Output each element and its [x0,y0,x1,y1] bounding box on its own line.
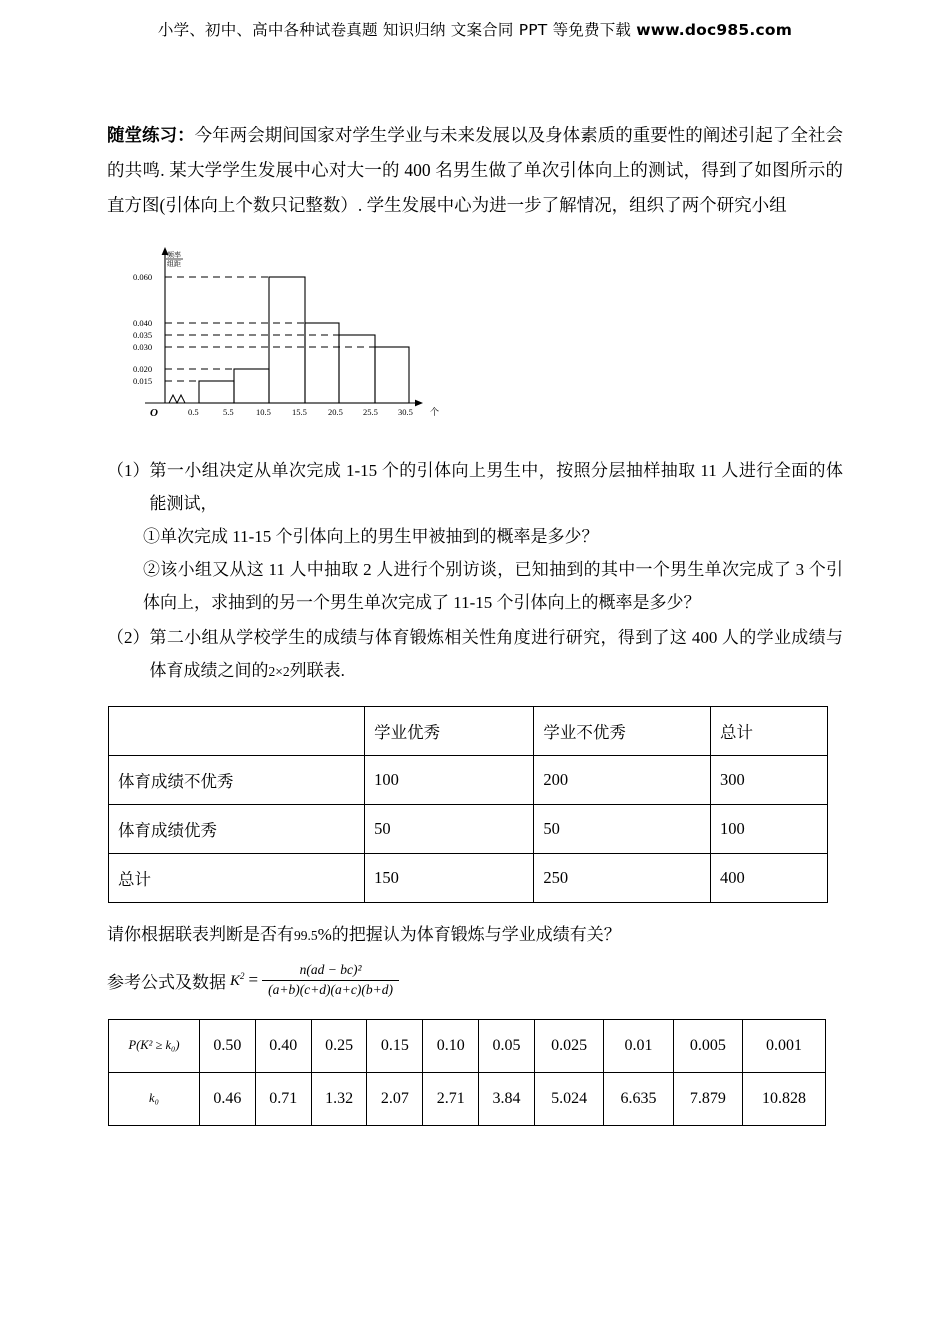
intro-label: 随堂练习： [107,125,195,145]
table-cell-r1c2: 50 [534,805,711,854]
table-cell-r0c1: 100 [365,756,534,805]
table-row [109,805,828,854]
k-table-r2c10: 10.828 [743,1072,826,1125]
histogram-svg [117,245,537,430]
table-cell-r1c1: 50 [365,805,534,854]
svg-text:频率: 频率 [167,251,181,259]
svg-text:0.060: 0.060 [133,272,153,282]
svg-text:O: O [150,407,158,419]
question-2-inline-math: 2×2 [268,664,290,679]
question-2-number: （2） [107,628,150,647]
svg-text:0.030: 0.030 [133,342,153,352]
svg-text:0.035: 0.035 [133,330,153,340]
formula-label: 参考公式及数据 [107,972,226,992]
frequency-histogram [117,245,537,430]
document-content [107,118,843,1126]
table-header-cell-2: 学业不优秀 [534,707,711,756]
k-table-r2c3: 1.32 [311,1072,367,1125]
questions-list [107,454,843,688]
k-table-r2c4: 2.07 [367,1072,423,1125]
k-table-r2c7: 5.024 [534,1072,603,1125]
k-table-r1c4: 0.15 [367,1019,423,1072]
contingency-table [108,706,828,903]
k-table-r2c5: 2.71 [423,1072,479,1125]
table-cell-r2c3: 400 [710,854,827,903]
svg-text:个: 个 [430,408,440,418]
table-cell-r0c2: 200 [534,756,711,805]
question-2-main: 第二小组从学校学生的成绩与体育锻炼相关性角度进行研究，得到了这 400 人的学业成绩与体育成绩之间的 [149,628,843,680]
k-table-r1c10: 0.001 [743,1019,826,1072]
question-1-sub-2: ②该小组又从这 11 人中抽取 2 人进行个别访谈，已知抽到的其中一个男生单次完成了 3 个引体向上，求抽到的另一个男生单次完成了 11-15 个引体向上的概率是多少？ [143,560,843,612]
k-table-r1c5: 0.10 [423,1019,479,1072]
question-2-text [150,621,844,688]
table-cell-r2c1: 150 [365,854,534,903]
svg-text:30.5: 30.5 [398,407,413,417]
k-table-r2c9: 7.879 [673,1072,742,1125]
reference-formula-line [107,962,843,999]
judge-line [107,919,843,952]
table-cell-r2c2: 250 [534,854,711,903]
table-cell-r1c0: 体育成绩优秀 [109,805,365,854]
question-1-sub-1: ①单次完成 11-15 个引体向上的男生甲被抽到的概率是多少？ [143,527,599,546]
header-text: 小学、初中、高中各种试卷真题 知识归纳 文案合同 PPT 等免费下载 [157,21,632,39]
table-cell-r2c0: 总计 [109,854,365,903]
page-header-banner [0,18,950,40]
table-header-cell-3: 总计 [710,707,827,756]
k-table-r2c6: 3.84 [479,1072,535,1125]
formula-equals: = [248,970,259,990]
judge-prefix: 请你根据联表判断是否有 [107,925,294,944]
table-cell-r0c0: 体育成绩不优秀 [109,756,365,805]
k-table-r1c2: 0.40 [255,1019,311,1072]
intro-paragraph [107,118,843,223]
svg-text:0.040: 0.040 [133,318,153,328]
formula-lhs: $K^2$ [230,970,245,989]
svg-text:0.5: 0.5 [188,407,199,417]
k-table-row2-header: k₀ [109,1072,200,1125]
k-table-r2c8: 6.635 [604,1072,673,1125]
k-table-r2c2: 0.71 [255,1072,311,1125]
k-table-r1c1: 0.50 [200,1019,256,1072]
svg-text:0.015: 0.015 [133,376,153,386]
formula-denominator: (a+b)(c+d)(a+c)(b+d) [262,980,399,999]
question-2 [107,621,843,688]
svg-text:20.5: 20.5 [328,407,343,417]
svg-text:25.5: 25.5 [363,407,378,417]
k-table-r1c3: 0.25 [311,1019,367,1072]
k-table-row-values [109,1072,826,1125]
k-table-r1c9: 0.005 [673,1019,742,1072]
k-table-r2c1: 0.46 [200,1072,256,1125]
table-header-cell-0 [109,707,365,756]
header-site-url: www.doc985.com [636,21,793,39]
k-table-row1-header: P(K² ≥ k₀) [109,1019,200,1072]
table-header-cell-1: 学业优秀 [365,707,534,756]
judge-suffix: %的把握认为体育锻炼与学业成绩有关？ [317,925,621,944]
svg-text:15.5: 15.5 [292,407,307,417]
judge-value: 99.5 [294,928,318,943]
k-table-r1c6: 0.05 [479,1019,535,1072]
svg-text:组距: 组距 [167,260,181,268]
formula-fraction [262,962,399,999]
table-row [109,756,828,805]
svg-text:5.5: 5.5 [223,407,234,417]
question-1 [107,454,843,520]
table-cell-r0c3: 300 [710,756,827,805]
question-1-number: （1） [107,461,150,480]
formula-numerator: n(ad − bc)² [299,962,362,977]
k-critical-value-table [108,1019,826,1126]
k-table-r1c8: 0.01 [604,1019,673,1072]
table-header-row [109,707,828,756]
table-cell-r1c3: 100 [710,805,827,854]
intro-body: 今年两会期间国家对学生学业与未来发展以及身体素质的重要性的阐述引起了全社会的共鸣. 某大学学生发展中心对大一的 400 名男生做了单次引体向上的测试，得到了如图所示的直方图(引体向上个数只记整数）. 学生发展中心为进一步了解情况，组织了两个研究小组 [107,125,844,215]
question-2-tail: 列联表. [289,661,345,680]
k-table-row-probabilities [109,1019,826,1072]
table-row [109,854,828,903]
svg-text:0.020: 0.020 [133,364,153,374]
svg-text:10.5: 10.5 [256,407,271,417]
question-1-text: 第一小组决定从单次完成 1-15 个的引体向上男生中，按照分层抽样抽取 11 人进行全面的体能测试， [149,461,843,513]
k-table-r1c7: 0.025 [534,1019,603,1072]
